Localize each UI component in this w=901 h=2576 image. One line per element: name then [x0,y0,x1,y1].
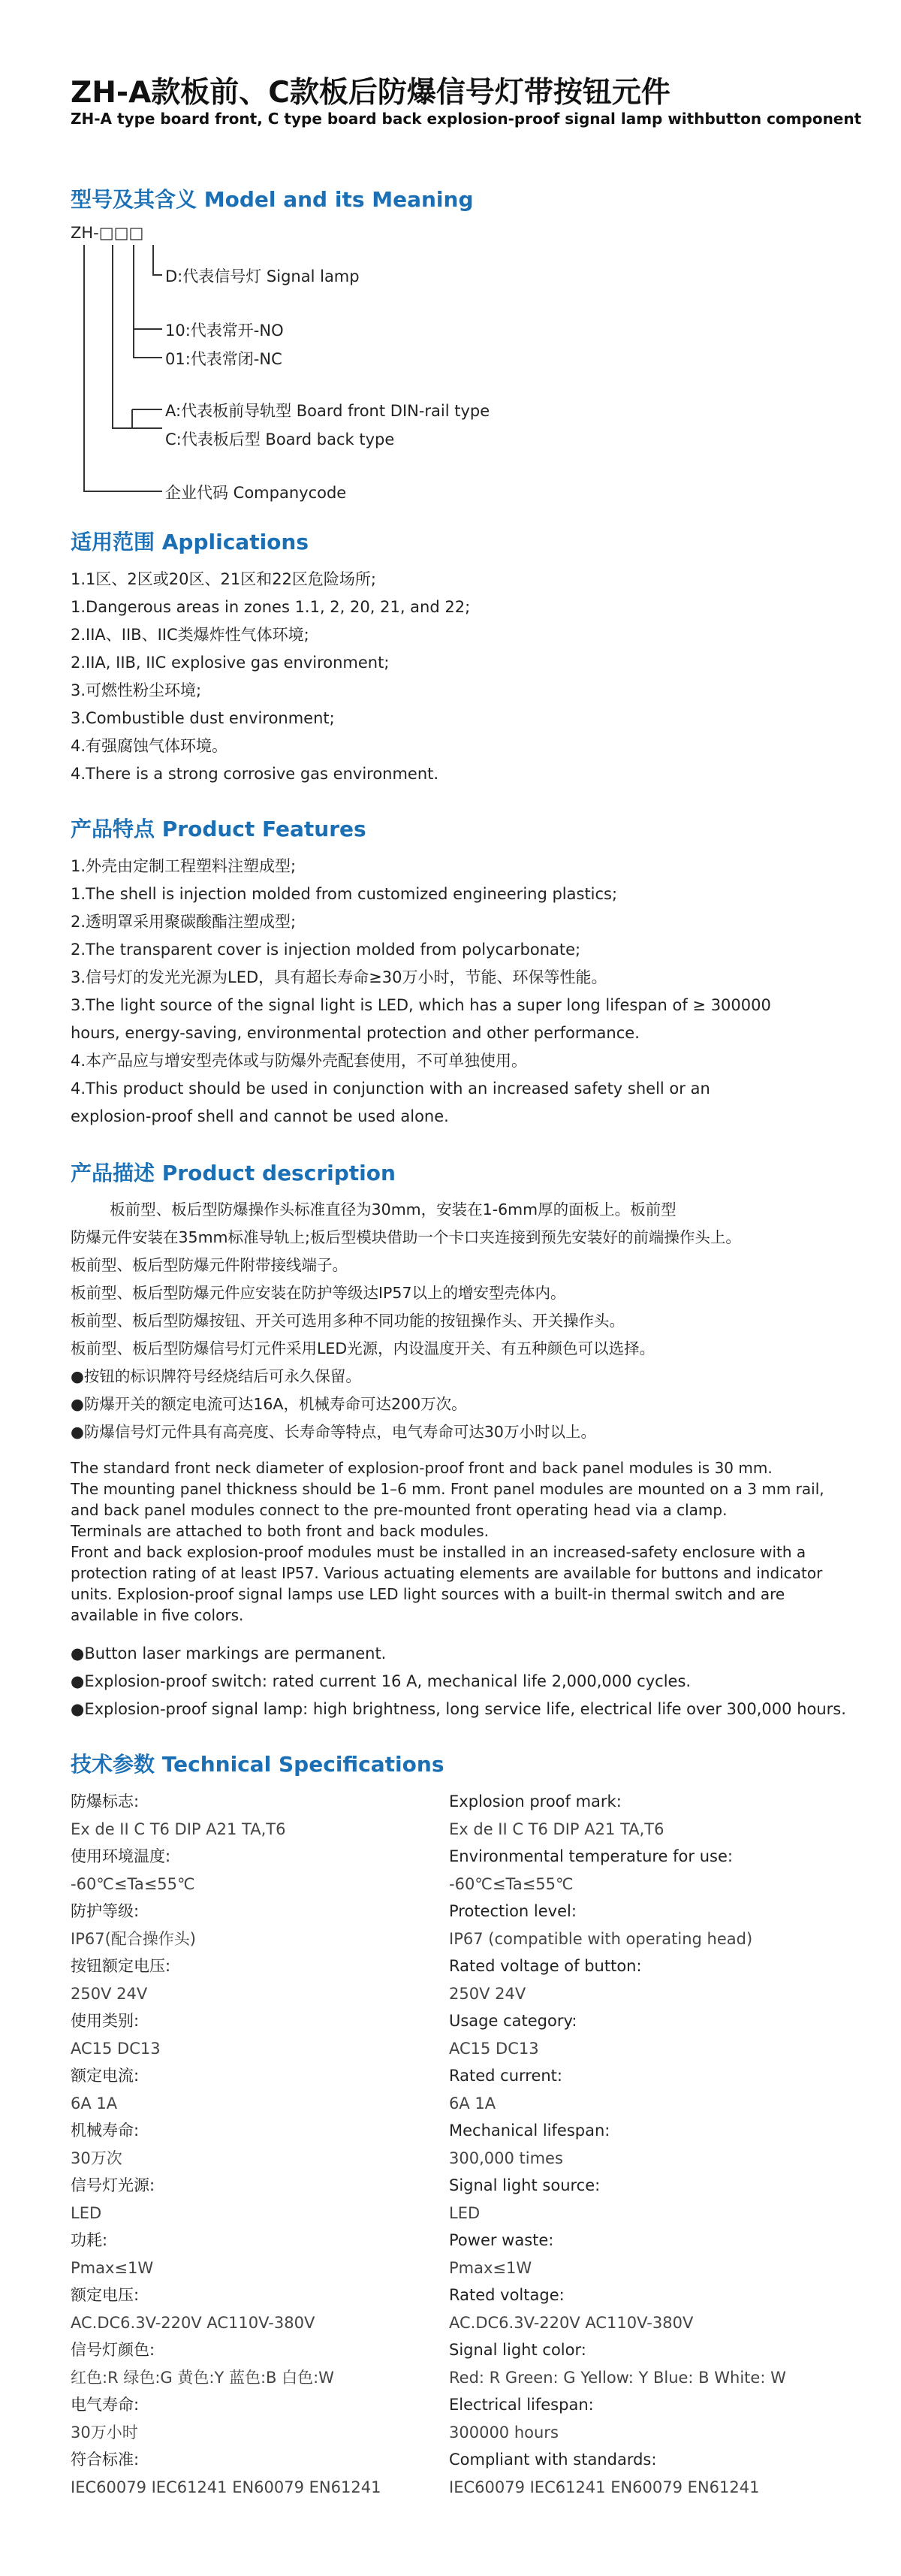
model-company: 企业代码 Companycode [165,484,347,502]
features-line: explosion-proof shell and cannot be used alone. [71,1107,449,1125]
spec-value: 250V 24V [449,1984,526,2003]
description-en-paragraph: The mounting panel thickness should be 1–6 mm. Front panel modules are mounted on a 3 mm rail, and back panel modules connect to the pre-mounted front operating head via a clamp. [71,1480,824,1519]
page-title: ZH-A款板前、C款板后防爆信号灯带按钮元件 [71,76,670,110]
spec-label: Rated current: [449,2067,562,2085]
spec-value: Pmax≤1W [71,2258,154,2277]
features-line: 4.本产品应与增安型壳体或与防爆外壳配套使用，不可单独使用。 [71,1052,528,1070]
model-c-back: C:代表板后型 Board back type [165,430,395,448]
description-cn-line: ●防爆开关的额定电流可达16A，机械寿命可达200万次。 [71,1395,467,1413]
description-en-paragraph: Terminals are attached to both front and back modules. [71,1522,490,1540]
spec-value: Ex de II C T6 DIP A21 TA,T6 [449,1820,664,1838]
spec-label: Protection level: [449,1902,577,1920]
features-line: 1.外壳由定制工程塑料注塑成型; [71,857,297,875]
spec-value: IP67(配合操作头) [71,1929,196,1948]
specs-en-column [449,1788,786,2501]
applications-line: 2.IIA, IIB, IIC explosive gas environment; [71,654,390,672]
features-line: 3.信号灯的发光光源为LED，具有超长寿命≥30万小时，节能、环保等性能。 [71,968,607,986]
description-en-bullet: ●Explosion-proof signal lamp: high brightness, long service life, electrical life over 300,000 hours. [71,1700,846,1718]
description-cn-line: ●按钮的标识牌符号经烧结后可永久保留。 [71,1367,361,1385]
spec-label: 使用环境温度: [71,1847,171,1865]
description-cn [71,1196,741,1446]
applications-heading: 适用范围 Applications [71,530,309,554]
description-cn-line: 防爆元件安装在35mm标准导轨上;板后型模块借助一个卡口夹连接到预先安装好的前端操作头上。 [71,1228,741,1246]
spec-label: 使用类别: [71,2012,140,2030]
applications-list [71,566,470,788]
spec-label: 防护等级: [71,1902,140,1920]
applications-line: 4.There is a strong corrosive gas environment. [71,765,439,783]
spec-label: Rated voltage: [449,2286,565,2304]
model-nc: 01:代表常闭-NC [165,350,282,368]
features-line: 2.The transparent cover is injection molded from polycarbonate; [71,941,581,959]
description-cn-line: ●防爆信号灯元件具有高亮度、长寿命等特点，电气寿命可达30万小时以上。 [71,1423,596,1441]
spec-value: LED [449,2203,481,2222]
description-en-bullet: ●Button laser markings are permanent. [71,1644,387,1662]
description-cn-line: 板前型、板后型防爆操作头标准直径为30mm，安装在1-6mm厚的面板上。板前型 [71,1200,677,1219]
spec-label: 防爆标志: [71,1792,140,1810]
model-heading: 型号及其含义 Model and its Meaning [71,187,474,212]
spec-label: 电气寿命: [71,2396,140,2414]
spec-value: Ex de II C T6 DIP A21 TA,T6 [71,1820,286,1838]
spec-value: LED [71,2203,102,2222]
features-line: 3.The light source of the signal light is LED, which has a super long lifespan of ≥ 300000 [71,996,771,1014]
features-line: 2.透明罩采用聚碳酸酯注塑成型; [71,913,297,931]
spec-label: 按钮额定电压: [71,1957,171,1975]
spec-value: AC.DC6.3V-220V AC110V-380V [449,2313,694,2332]
spec-label: 功耗: [71,2231,108,2249]
description-cn-line: 板前型、板后型防爆按钮、开关可选用多种不同功能的按钮操作头、开关操作头。 [71,1312,625,1330]
spec-label: Usage category: [449,2012,577,2030]
spec-value: AC.DC6.3V-220V AC110V-380V [71,2313,315,2332]
spec-label: Explosion proof mark: [449,1792,622,1810]
description-cn-line: 板前型、板后型防爆信号灯元件采用LED光源，内设温度开关、有五种颜色可以选择。 [71,1339,655,1357]
model-a-front: A:代表板前导轨型 Board front DIN-rail type [165,402,490,420]
specs-heading: 技术参数 Technical Specifications [71,1752,444,1777]
spec-label: 额定电压: [71,2286,140,2304]
spec-value: 6A 1A [71,2094,118,2112]
description-en [71,1457,844,1626]
description-cn-line: 板前型、板后型防爆元件应安装在防护等级达IP57以上的增安型壳体内。 [71,1284,566,1302]
spec-value: IEC60079 IEC61241 EN60079 EN61241 [71,2478,381,2496]
page-subtitle: ZH-A type board front, C type board back explosion-proof signal lamp withbutton component [71,110,862,128]
spec-value: 300000 hours [449,2423,559,2442]
applications-line: 3.Combustible dust environment; [71,709,335,727]
features-list [71,853,771,1131]
spec-value: -60℃≤Ta≤55℃ [71,1874,195,1893]
description-en-bullet: ●Explosion-proof switch: rated current 16 A, mechanical life 2,000,000 cycles. [71,1672,692,1690]
spec-value: 250V 24V [71,1984,148,2003]
spec-label: 额定电流: [71,2067,140,2085]
spec-label: Power waste: [449,2231,554,2249]
spec-label: Electrical lifespan: [449,2396,594,2414]
description-en-paragraph: Front and back explosion-proof modules must be installed in an increased-safety enclosure with a protection rating of at least IP57. Various actuating elements are available for buttons and indicator units. Explosion-proof signal lamps use LED light sources with a built-in thermal switch and are available in five colors. [71,1543,823,1624]
features-line: hours, energy-saving, environmental protection and other performance. [71,1024,640,1042]
description-en-bullets [71,1640,846,1723]
features-line: 1.The shell is injection molded from customized engineering plastics; [71,885,618,903]
spec-value: AC15 DC13 [449,2039,539,2058]
features-line: 4.This product should be used in conjunction with an increased safety shell or an [71,1080,710,1098]
spec-label: 信号灯颜色: [71,2341,155,2359]
spec-value: 6A 1A [449,2094,496,2112]
spec-value: IP67 (compatible with operating head) [449,1929,753,1948]
spec-label: Compliant with standards: [449,2451,657,2469]
spec-value: IEC60079 IEC61241 EN60079 EN61241 [449,2478,760,2496]
features-heading: 产品特点 Product Features [71,817,366,841]
description-heading: 产品描述 Product description [71,1161,396,1185]
description-en-paragraph: The standard front neck diameter of explosion-proof front and back panel modules is 30 mm. [71,1459,773,1477]
applications-line: 1.1区、2区或20区、21区和22区危险场所; [71,570,376,588]
spec-value: Red: R Green: G Yellow: Y Blue: B White: W [449,2368,786,2387]
spec-label: Rated voltage of button: [449,1957,642,1975]
model-no: 10:代表常开-NO [165,322,284,340]
model-d-signal: D:代表信号灯 Signal lamp [165,267,360,285]
spec-label: Mechanical lifespan: [449,2122,610,2140]
applications-line: 4.有强腐蚀气体环境。 [71,737,228,755]
applications-line: 3.可燃性粉尘环境; [71,681,202,699]
description-cn-line: 板前型、板后型防爆元件附带接线端子。 [71,1256,348,1274]
spec-label: 机械寿命: [71,2122,140,2140]
spec-label: Signal light source: [449,2176,601,2194]
spec-value: 30万次 [71,2149,122,2167]
spec-value: -60℃≤Ta≤55℃ [449,1874,574,1893]
model-code: ZH-□□□ [71,224,144,242]
spec-label: 信号灯光源: [71,2176,155,2194]
spec-value: 红色:R 绿色:G 黄色:Y 蓝色:B 白色:W [71,2368,334,2387]
spec-value: 300,000 times [449,2149,563,2167]
spec-label: Signal light color: [449,2341,586,2359]
model-connector-lines [0,0,901,526]
spec-label: 符合标准: [71,2451,140,2469]
applications-line: 1.Dangerous areas in zones 1.1, 2, 20, 21, and 22; [71,598,471,616]
specs-cn-column [71,1788,381,2501]
spec-value: Pmax≤1W [449,2258,532,2277]
spec-label: Environmental temperature for use: [449,1847,733,1865]
applications-line: 2.IIA、IIB、IIC类爆炸性气体环境; [71,626,309,644]
spec-value: 30万小时 [71,2423,138,2442]
spec-value: AC15 DC13 [71,2039,161,2058]
